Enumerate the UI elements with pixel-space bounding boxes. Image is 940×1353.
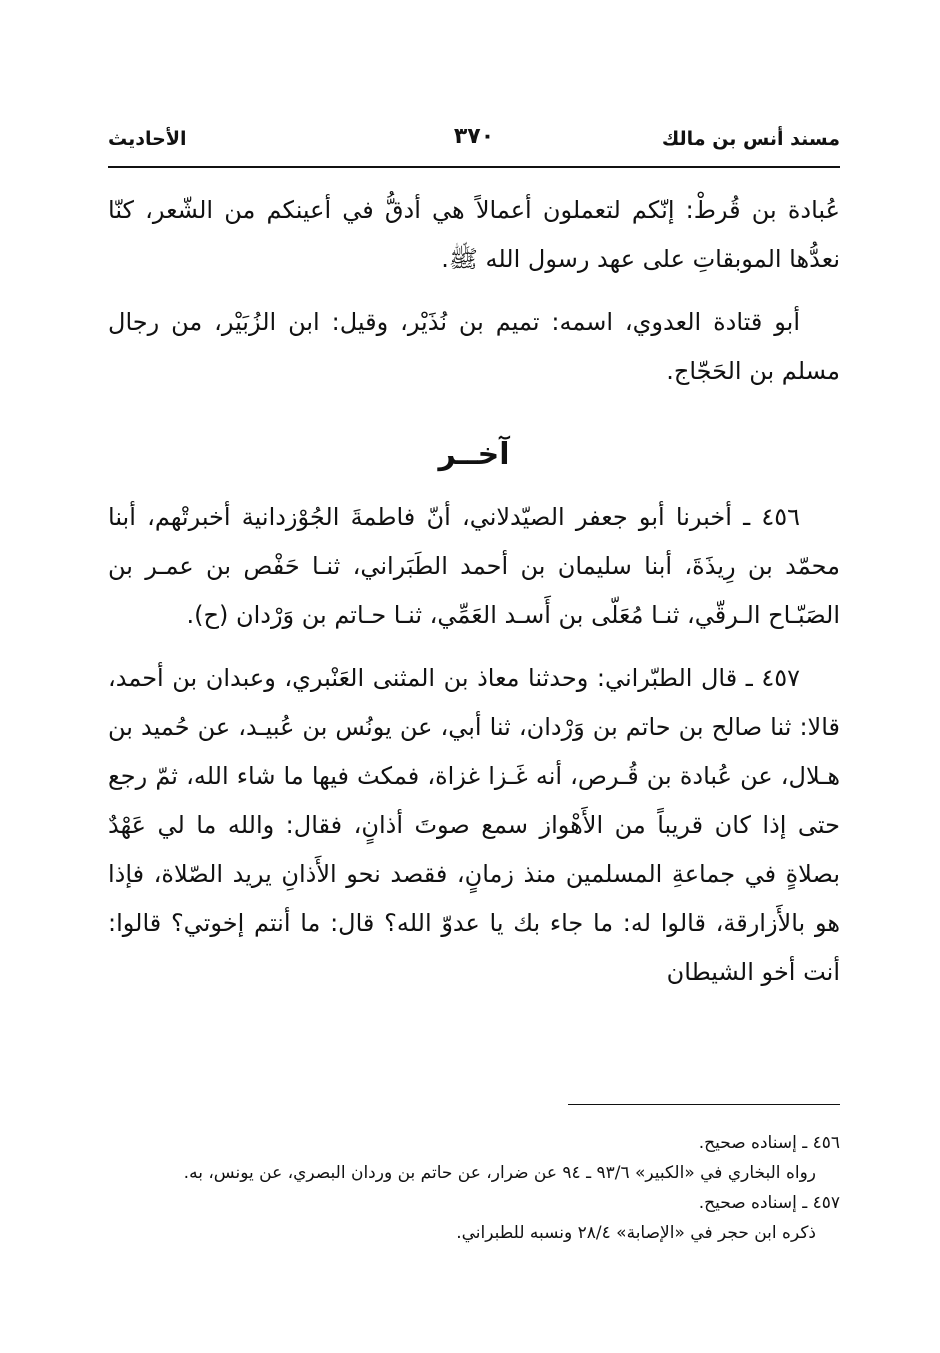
book-title: مسند أنس بن مالك [661, 128, 840, 150]
running-head [108, 124, 840, 160]
footnote-rule [568, 1104, 840, 1105]
footnote-457-body: ذكره ابن حجر في «الإصابة» ٢٨/٤ ونسبه للطبراني. [456, 1223, 816, 1243]
section-title: الأحاديث [108, 128, 187, 150]
paragraph-1: عُبادة بن قُرطْ: إنّكم لتعملون أعمالاً هي أدقُّ في أعينكم من الشّعر، كنّا نعدُّها الموبقاتِ على عهد رسول الله ﷺ. [108, 196, 840, 273]
footnotes [108, 1128, 840, 1248]
main-text [108, 186, 840, 997]
header-rule [108, 166, 840, 168]
footnote-456-title: ٤٥٦ ـ إسناده صحيح. [698, 1133, 840, 1153]
paragraph-2: أبو قتادة العدوي، اسمه: تميم بن نُذَيْر، وقيل: ابن الزُبَيْر، من رجال مسلم بن الحَجّاج. [108, 308, 840, 385]
hadith-456: ٤٥٦ ـ أخبرنا أبو جعفر الصيّدلاني، أنّ فاطمةَ الجُوْزدانية أخبرتْهم، أبنا محمّد بن رِيذَةَ، أبنا سليمان بن أحمد الطَبَراني، ثنـا حَفْص بن عمـر بن الصَبّـاح الـرقّي، ثنـا مُعَلّى بن أَسـد العَمِّي، ثنـا حـاتم بن وَرْدان (ح). [108, 503, 840, 629]
page-number: ٣٧٠ [453, 124, 495, 149]
footnote-457-title: ٤٥٧ ـ إسناده صحيح. [698, 1193, 840, 1213]
footnote-456-body: رواه البخاري في «الكبير» ٩٣/٦ ـ ٩٤ عن ضرار، عن حاتم بن وردان البصري، عن يونس، به. [183, 1163, 816, 1183]
section-heading: آخــر [438, 437, 510, 472]
hadith-457: ٤٥٧ ـ قال الطبّراني: وحدثنا معاذ بن المثنى العَنْبري، وعبدان بن أحمد، قالا: ثنا صالح بن حاتم بن وَرْدان، ثنا أبي، عن يونُس بن عُبيـد، عن حُميد بن هـلال، عن عُبادة بن قُـرص، أنه غَـزا غزاة، فمكث فيها ما شاء الله، ثمّ رجع حتى إذا كان قريباً من الأَهْواز سمع صوتَ أذانٍ، فقال: والله ما لي عَهْدٌ بصلاةٍ في جماعةِ المسلمين منذ زمانٍ، فقصد نحو الأَذانِ يريد الصّلاة، فإذا هو بالأَزارقة، قالوا له: ما جاء بك يا عدوّ الله؟ قال: ما أنتم إخوتي؟ قالوا: أنت أخو الشيطان [108, 664, 840, 986]
